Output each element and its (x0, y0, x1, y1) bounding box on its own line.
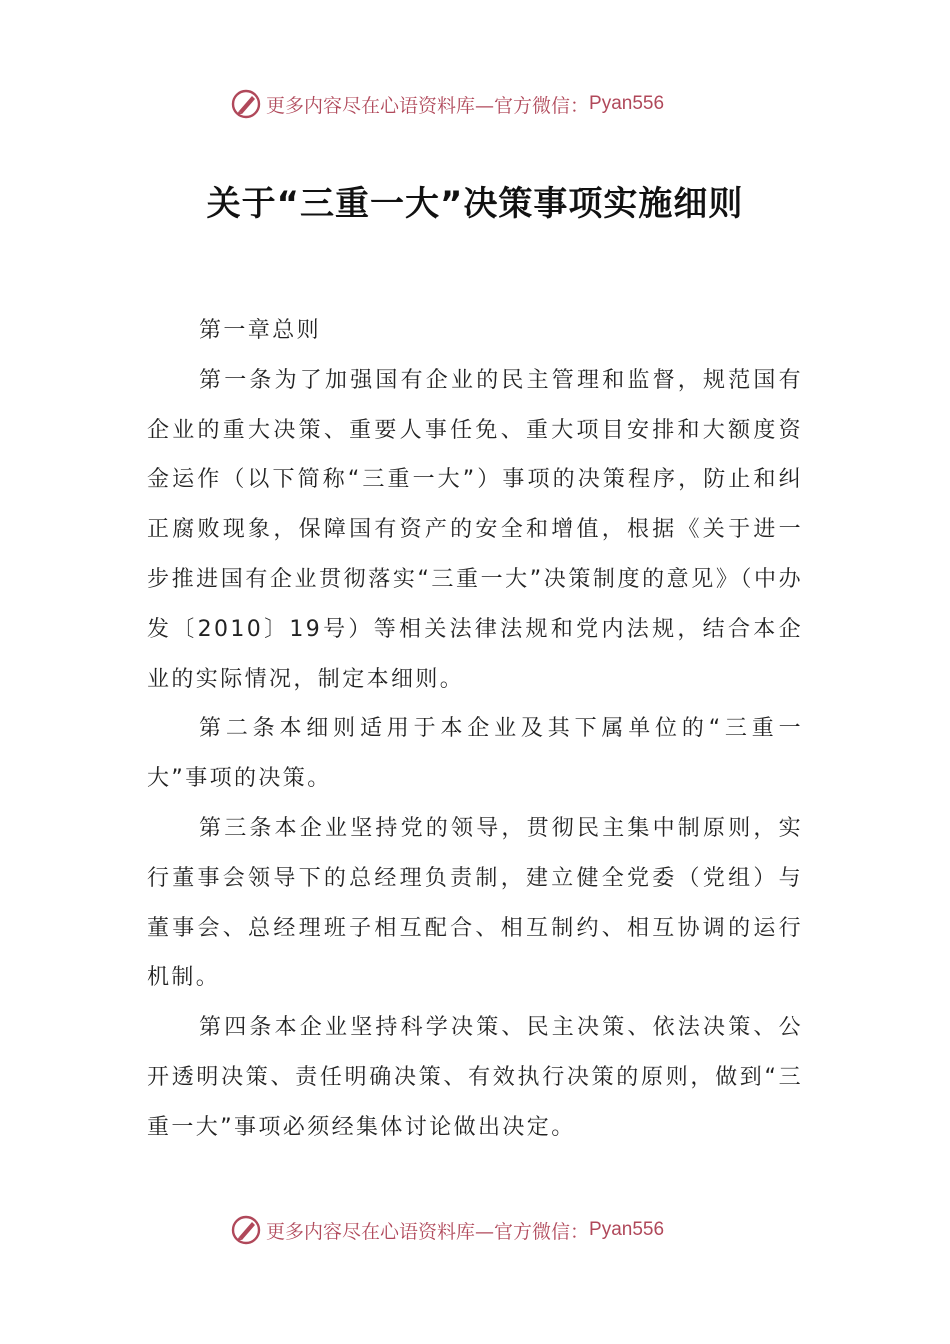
chapter-heading: 第一章总则 (199, 318, 322, 343)
banner-wechat-id: Pyan556 (589, 1219, 665, 1240)
pen-logo-icon (230, 88, 262, 120)
footer-watermark-banner (0, 1210, 950, 1250)
banner-wechat-id: Pyan556 (589, 93, 665, 114)
article-2: 第二条本细则适用于本企业及其下属单位的“三重一大”事项的决策。 (147, 716, 803, 792)
banner-text: 更多内容尽在心语资料库—官方微信： (266, 94, 590, 117)
document-body (147, 306, 803, 1153)
article-4: 第四条本企业坚持科学决策、民主决策、依法决策、公开透明决策、责任明确决策、有效执行决策的原则，做到“三重一大”事项必须经集体讨论做出决定。 (147, 1015, 803, 1140)
pen-logo-icon (230, 1214, 262, 1246)
banner-text: 更多内容尽在心语资料库—官方微信： (266, 1220, 590, 1243)
document-title: 关于“三重一大”决策事项实施细则 (206, 184, 744, 224)
article-3: 第三条本企业坚持党的领导，贯彻民主集中制原则，实行董事会领导下的总经理负责制，建立健全党委（党组）与董事会、总经理班子相互配合、相互制约、相互协调的运行机制。 (147, 815, 803, 991)
header-watermark-banner (0, 84, 950, 124)
article-1: 第一条为了加强国有企业的民主管理和监督，规范国有企业的重大决策、重要人事任免、重大项目安排和大额度资金运作（以下简称“三重一大”）事项的决策程序，防止和纠正腐败现象，保障国有资产的安全和增值，根据《关于进一步推进国有企业贯彻落实“三重一大”决策制度的意见》（中办发〔2010〕19号）等相关法律法规和党内法规，结合本企业的实际情况，制定本细则。 (147, 367, 803, 692)
